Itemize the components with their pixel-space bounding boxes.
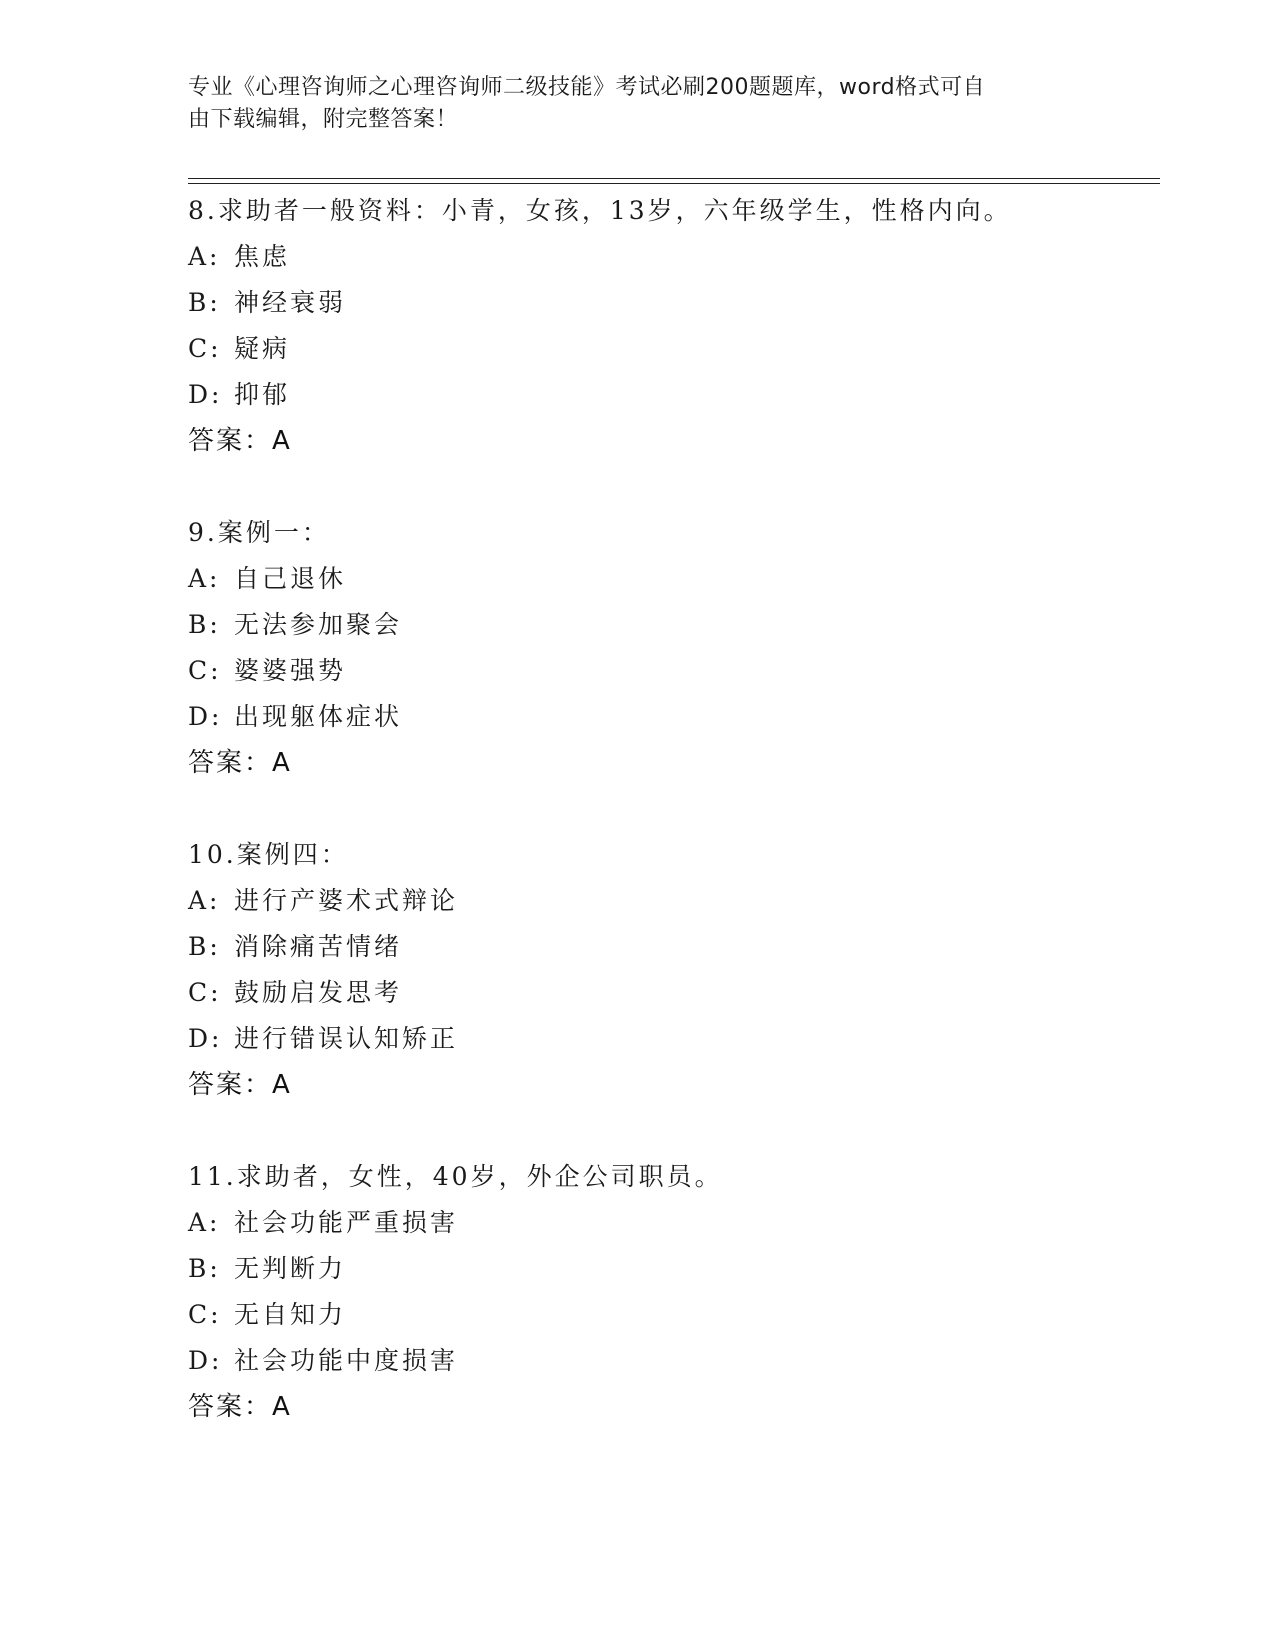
question-9 xyxy=(188,510,1168,786)
option-text: 疑病 xyxy=(234,334,291,363)
question-stem: 9.案例一： xyxy=(188,518,330,547)
question-11 xyxy=(188,1154,1168,1430)
header-line-2: 由下载编辑，附完整答案！ xyxy=(188,107,459,132)
option-text: 婆婆强势 xyxy=(234,656,347,685)
option-d xyxy=(188,694,1168,740)
option-text: 无法参加聚会 xyxy=(234,610,403,639)
option-letter: A: xyxy=(188,1208,221,1237)
option-text: 社会功能严重损害 xyxy=(234,1208,459,1237)
question-8 xyxy=(188,188,1168,464)
option-a xyxy=(188,556,1168,602)
option-b xyxy=(188,924,1168,970)
option-letter: D: xyxy=(188,702,223,731)
option-text: 无判断力 xyxy=(234,1254,347,1283)
option-letter: B: xyxy=(188,288,221,317)
option-letter: A: xyxy=(188,564,221,593)
option-letter: C: xyxy=(188,1300,222,1329)
option-text: 进行错误认知矫正 xyxy=(234,1024,459,1053)
option-text: 自己退休 xyxy=(234,564,347,593)
option-letter: A: xyxy=(188,886,221,915)
option-letter: B: xyxy=(188,932,221,961)
header-line-1: 专业《心理咨询师之心理咨询师二级技能》考试必刷200题题库，word格式可自 xyxy=(188,75,986,100)
option-d xyxy=(188,1338,1168,1384)
option-c xyxy=(188,1292,1168,1338)
option-b xyxy=(188,280,1168,326)
option-a xyxy=(188,234,1168,280)
option-c xyxy=(188,326,1168,372)
question-list xyxy=(188,188,1168,1476)
option-letter: C: xyxy=(188,656,222,685)
option-text: 进行产婆术式辩论 xyxy=(234,886,459,915)
option-letter: D: xyxy=(188,1024,223,1053)
question-stem: 11.求助者，女性，40岁，外企公司职员。 xyxy=(188,1162,723,1191)
option-letter: B: xyxy=(188,610,221,639)
option-d xyxy=(188,1016,1168,1062)
answer-line: 答案：A xyxy=(188,1070,292,1100)
option-text: 神经衰弱 xyxy=(234,288,347,317)
option-c xyxy=(188,970,1168,1016)
option-letter: B: xyxy=(188,1254,221,1283)
header-divider-bottom xyxy=(188,183,1160,184)
option-text: 无自知力 xyxy=(234,1300,347,1329)
answer-line: 答案：A xyxy=(188,1392,292,1422)
header-divider-top xyxy=(188,178,1160,179)
option-text: 焦虑 xyxy=(234,242,291,271)
option-c xyxy=(188,648,1168,694)
answer-line: 答案：A xyxy=(188,748,292,778)
option-text: 鼓励启发思考 xyxy=(234,978,403,1007)
option-text: 社会功能中度损害 xyxy=(234,1346,459,1375)
option-letter: D: xyxy=(188,380,223,409)
option-text: 出现躯体症状 xyxy=(234,702,403,731)
option-b xyxy=(188,1246,1168,1292)
option-b xyxy=(188,602,1168,648)
question-stem: 10.案例四： xyxy=(188,840,349,869)
option-letter: A: xyxy=(188,242,221,271)
question-10 xyxy=(188,832,1168,1108)
question-stem: 8.求助者一般资料：小青，女孩，13岁，六年级学生，性格内向。 xyxy=(188,196,1012,225)
option-letter: C: xyxy=(188,334,222,363)
option-text: 抑郁 xyxy=(234,380,291,409)
option-letter: D: xyxy=(188,1346,223,1375)
option-letter: C: xyxy=(188,978,222,1007)
option-a xyxy=(188,1200,1168,1246)
answer-line: 答案：A xyxy=(188,426,292,456)
option-text: 消除痛苦情绪 xyxy=(234,932,403,961)
document-header xyxy=(188,72,1078,136)
option-a xyxy=(188,878,1168,924)
option-d xyxy=(188,372,1168,418)
